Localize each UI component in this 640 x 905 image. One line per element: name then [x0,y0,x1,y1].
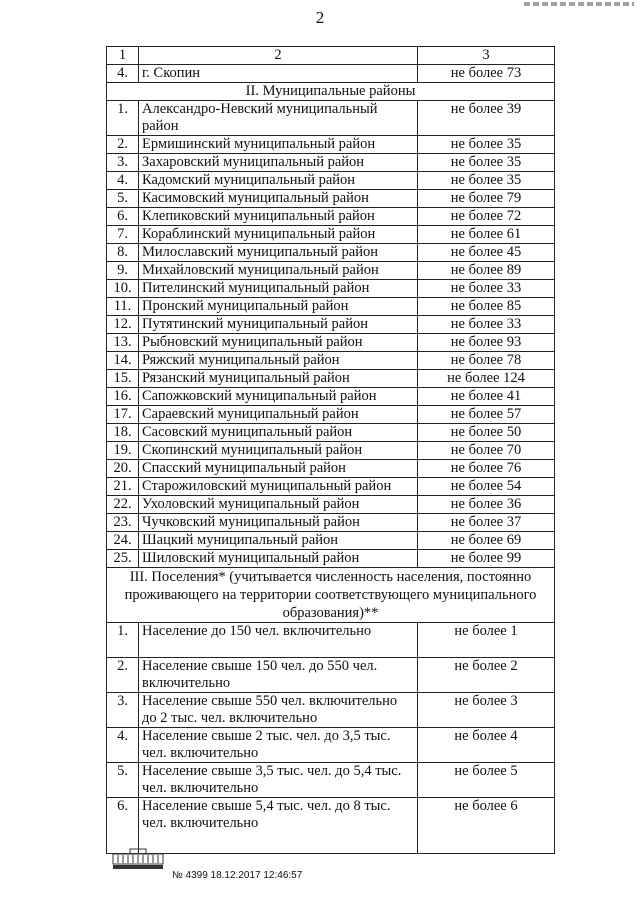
row-name: Путятинский муниципальный район [139,316,418,334]
table-row [107,262,555,280]
row-name: Михайловский муниципальный район [139,262,418,280]
header-col-1: 1 [107,47,139,65]
row-value: не более 45 [418,244,555,262]
row-value: не более 50 [418,424,555,442]
row-name: Шацкий муниципальный район [139,532,418,550]
row-value: не более 79 [418,190,555,208]
row-name: Кораблинский муниципальный район [139,226,418,244]
table-row [107,136,555,154]
row-name: Скопинский муниципальный район [139,442,418,460]
table-row [107,65,555,83]
row-value: не более 70 [418,442,555,460]
row-value: не более 99 [418,550,555,568]
row-value: не более 61 [418,226,555,244]
government-logo [112,848,164,870]
row-number: 16. [107,388,139,406]
page-number: 2 [315,8,325,27]
row-number: 21. [107,478,139,496]
row-number: 4. [107,728,139,763]
row-name: Шиловский муниципальный район [139,550,418,568]
row-name: Захаровский муниципальный район [139,154,418,172]
row-name: Население свыше 2 тыс. чел. до 3,5 тыс. чел. включительно [139,728,418,763]
row-value: не более 69 [418,532,555,550]
row-value: не более 3 [418,693,555,728]
table-row [107,244,555,262]
row-name: Население свыше 150 чел. до 550 чел. включительно [139,658,418,693]
table-row [107,316,555,334]
row-value: не более 78 [418,352,555,370]
table-row [107,496,555,514]
row-name: Кадомский муниципальный район [139,172,418,190]
row-value: не более 57 [418,406,555,424]
row-name: Касимовский муниципальный район [139,190,418,208]
header-col-2: 2 [139,47,418,65]
row-number: 5. [107,190,139,208]
row-number: 24. [107,532,139,550]
row-value: не более 124 [418,370,555,388]
table-row [107,352,555,370]
table-row [107,388,555,406]
row-number: 9. [107,262,139,280]
row-value: не более 4 [418,728,555,763]
table-row [107,460,555,478]
table-row [107,190,555,208]
row-name: Население свыше 550 чел. включительно до 2 тыс. чел. включительно [139,693,418,728]
row-number: 3. [107,154,139,172]
table-row [107,728,555,763]
row-name: Население свыше 5,4 тыс. чел. до 8 тыс. чел. включительно [139,798,418,854]
row-name: Сапожковский муниципальный район [139,388,418,406]
row-number: 2. [107,658,139,693]
row-value: не более 93 [418,334,555,352]
row-value: не более 35 [418,172,555,190]
row-number: 17. [107,406,139,424]
row-value: не более 76 [418,460,555,478]
row-name: Ермишинский муниципальный район [139,136,418,154]
table-row [107,550,555,568]
table-row [107,514,555,532]
row-number: 22. [107,496,139,514]
table-row [107,172,555,190]
row-name: Рыбновский муниципальный район [139,334,418,352]
row-number: 23. [107,514,139,532]
row-name: Спасский муниципальный район [139,460,418,478]
table-row [107,424,555,442]
row-name: Ряжский муниципальный район [139,352,418,370]
table-row [107,280,555,298]
row-value: не более 72 [418,208,555,226]
row-number: 5. [107,763,139,798]
table-row [107,298,555,316]
row-name: Ухоловский муниципальный район [139,496,418,514]
row-value: не более 37 [418,514,555,532]
row-number: 20. [107,460,139,478]
table-row [107,334,555,352]
row-name: Пителинский муниципальный район [139,280,418,298]
table-row [107,658,555,693]
row-value: не более 33 [418,280,555,298]
row-value: не более 41 [418,388,555,406]
row-value: не более 89 [418,262,555,280]
table-row [107,370,555,388]
table-row [107,154,555,172]
row-name: Рязанский муниципальный район [139,370,418,388]
row-number: 12. [107,316,139,334]
row-value: не более 1 [418,623,555,658]
row-number: 4. [107,172,139,190]
row-number: 11. [107,298,139,316]
row-value: не более 54 [418,478,555,496]
row-number: 4. [107,65,139,83]
row-number: 6. [107,798,139,854]
section-heading-row [107,83,555,101]
table-row [107,442,555,460]
registration-stamp: № 4399 18.12.2017 12:46:57 [172,870,303,881]
row-number: 19. [107,442,139,460]
row-number: 1. [107,101,139,136]
row-name: Сараевский муниципальный район [139,406,418,424]
row-name: Милославский муниципальный район [139,244,418,262]
section3-title: III. Поселения* (учитывается численность населения, постоянно проживающего на территории соответствующего муниципального образования)** [107,568,555,623]
row-name: Чучковский муниципальный район [139,514,418,532]
table-row [107,693,555,728]
row-number: 7. [107,226,139,244]
scan-artifact [524,2,634,6]
row-number: 3. [107,693,139,728]
row-name: Александро-Невский муниципальный район [139,101,418,136]
row-number: 13. [107,334,139,352]
row-value: не более 33 [418,316,555,334]
row-value: не более 85 [418,298,555,316]
table-row [107,763,555,798]
table-header-row [107,47,555,65]
row-name: Население до 150 чел. включительно [139,623,418,658]
row-number: 8. [107,244,139,262]
table-row [107,208,555,226]
row-value: не более 2 [418,658,555,693]
row-number: 18. [107,424,139,442]
row-number: 10. [107,280,139,298]
row-value: не более 39 [418,101,555,136]
row-value: не более 35 [418,136,555,154]
row-value: не более 73 [418,65,555,83]
table-row [107,532,555,550]
row-number: 6. [107,208,139,226]
table-row [107,478,555,496]
section-heading-row [107,568,555,623]
row-value: не более 35 [418,154,555,172]
row-name: Пронский муниципальный район [139,298,418,316]
row-name: г. Скопин [139,65,418,83]
row-number: 2. [107,136,139,154]
table-row [107,406,555,424]
row-name: Сасовский муниципальный район [139,424,418,442]
row-name: Старожиловский муниципальный район [139,478,418,496]
limits-table [106,46,555,854]
row-name: Население свыше 3,5 тыс. чел. до 5,4 тыс. чел. включительно [139,763,418,798]
row-value: не более 36 [418,496,555,514]
row-number: 25. [107,550,139,568]
header-col-3: 3 [418,47,555,65]
table-row [107,798,555,854]
table-row [107,101,555,136]
row-number: 1. [107,623,139,658]
row-value: не более 6 [418,798,555,854]
row-value: не более 5 [418,763,555,798]
section2-title: II. Муниципальные районы [107,83,555,101]
row-name: Клепиковский муниципальный район [139,208,418,226]
row-number: 15. [107,370,139,388]
table-row [107,226,555,244]
table-row [107,623,555,658]
row-number: 14. [107,352,139,370]
